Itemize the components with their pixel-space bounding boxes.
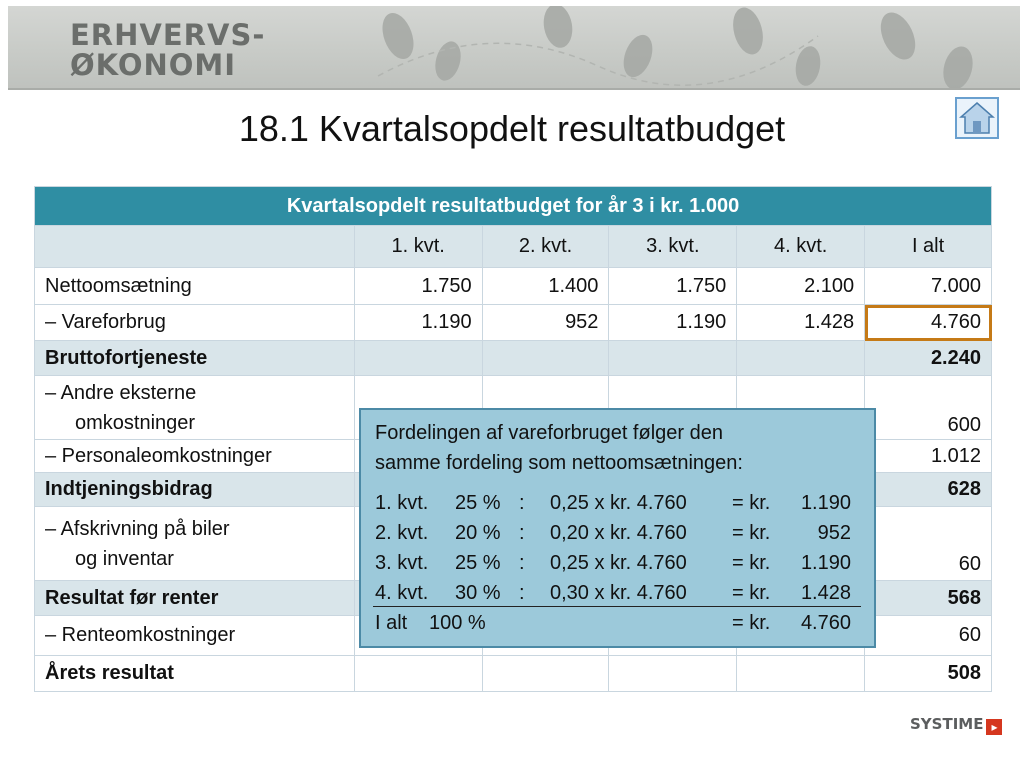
row-label [35, 507, 355, 581]
cell [354, 341, 482, 376]
cell: 7.000 [865, 268, 992, 305]
result: 1.190 [800, 552, 851, 574]
logo-line2: ØKONOMI [70, 48, 237, 82]
callout-intro-line1: Fordelingen af vareforbruget følger den [375, 422, 723, 444]
calculation-row [375, 518, 865, 548]
cell [609, 656, 737, 692]
equals: = kr. [732, 582, 771, 604]
table-row [35, 268, 992, 305]
table-caption-row [35, 187, 992, 226]
calculation-row [375, 548, 865, 578]
header-banner [8, 6, 1020, 90]
cell: 60 [865, 616, 992, 656]
page-title: 18.1 Kvartalsopdelt resultatbudget [238, 108, 786, 149]
colon: : [519, 492, 525, 514]
quarter: 2. kvt. [375, 522, 429, 544]
equals: = kr. [732, 492, 771, 514]
cell [609, 341, 737, 376]
equals: = kr. [732, 552, 771, 574]
cell: 1.190 [609, 305, 737, 341]
column-header: I alt [865, 226, 992, 268]
colon: : [519, 522, 525, 544]
percent: 25 % [455, 492, 501, 514]
cell [354, 656, 482, 692]
systime-logo [910, 715, 1002, 735]
calculation-row [375, 488, 865, 518]
cell [482, 341, 609, 376]
callout-intro [375, 418, 743, 478]
quarter: 3. kvt. [375, 552, 429, 574]
column-header: 3. kvt. [609, 226, 737, 268]
callout-calculation-list [375, 488, 865, 638]
cell: 628 [865, 473, 992, 507]
row-label-line2: og inventar [75, 547, 174, 570]
cell: 2.100 [737, 268, 865, 305]
column-header-row [35, 226, 992, 268]
cell: 600 [865, 376, 992, 440]
row-label: Resultat før renter [35, 581, 355, 616]
quarter: 4. kvt. [375, 582, 429, 604]
cell: 568 [865, 581, 992, 616]
calculation-row [375, 578, 865, 608]
cell: 2.240 [865, 341, 992, 376]
result: 1.190 [800, 492, 851, 514]
home-button[interactable] [955, 97, 999, 139]
cell: 508 [865, 656, 992, 692]
colon: : [519, 552, 525, 574]
colon: : [519, 582, 525, 604]
footprints-decoration [338, 6, 1018, 88]
percent: 20 % [455, 522, 501, 544]
equals: = kr. [732, 612, 771, 634]
row-label: Årets resultat [35, 656, 355, 692]
row-label [35, 376, 355, 440]
column-header [35, 226, 355, 268]
row-label: – Personaleomkostninger [35, 440, 355, 473]
calculation: 0,25 x kr. 4.760 [550, 552, 687, 574]
calculation: 0,25 x kr. 4.760 [550, 492, 687, 514]
calculation-total-row [375, 608, 865, 638]
result: 952 [817, 522, 851, 544]
percent: 30 % [455, 582, 501, 604]
table-row [35, 341, 992, 376]
percent: 25 % [455, 552, 501, 574]
explanation-callout [359, 408, 876, 648]
home-icon [957, 99, 997, 137]
equals: = kr. [732, 522, 771, 544]
row-label: – Vareforbrug [35, 305, 355, 341]
result: 4.760 [800, 612, 851, 634]
calculation: 0,30 x kr. 4.760 [550, 582, 687, 604]
table-row [35, 656, 992, 692]
table-caption: Kvartalsopdelt resultatbudget for år 3 i kr. 1.000 [35, 187, 992, 226]
cell: 1.190 [354, 305, 482, 341]
cell: 60 [865, 507, 992, 581]
cell: 1.012 [865, 440, 992, 473]
percent: 100 % [429, 612, 486, 634]
calculation: 0,20 x kr. 4.760 [550, 522, 687, 544]
arrow-right-icon: ▸ [986, 719, 1002, 735]
cell: 1.400 [482, 268, 609, 305]
cell: 1.750 [609, 268, 737, 305]
row-label-line1: – Andre eksterne [45, 382, 197, 404]
cell [482, 656, 609, 692]
column-header: 1. kvt. [354, 226, 482, 268]
row-label: Nettoomsætning [35, 268, 355, 305]
row-label: Bruttofortjeneste [35, 341, 355, 376]
table-row [35, 305, 992, 341]
quarter: I alt [375, 612, 408, 634]
row-label: Indtjeningsbidrag [35, 473, 355, 507]
row-label: – Renteomkostninger [35, 616, 355, 656]
cell: 1.428 [737, 305, 865, 341]
callout-intro-line2: samme fordeling som nettoomsætningen: [375, 452, 743, 474]
brand-name: SYSTIME [910, 715, 984, 733]
logo [70, 20, 265, 80]
cell: 1.750 [354, 268, 482, 305]
row-label-line1: – Afskrivning på biler [45, 517, 230, 540]
quarter: 1. kvt. [375, 492, 429, 514]
cell [737, 341, 865, 376]
sum-divider [373, 606, 861, 607]
row-label-line2: omkostninger [75, 412, 196, 434]
column-header: 2. kvt. [482, 226, 609, 268]
cell: 952 [482, 305, 609, 341]
logo-line1: ERHVERVS- [70, 18, 266, 52]
column-header: 4. kvt. [737, 226, 865, 268]
result: 1.428 [800, 582, 851, 604]
highlighted-total-cell: 4.760 [865, 305, 992, 341]
cell [737, 656, 865, 692]
